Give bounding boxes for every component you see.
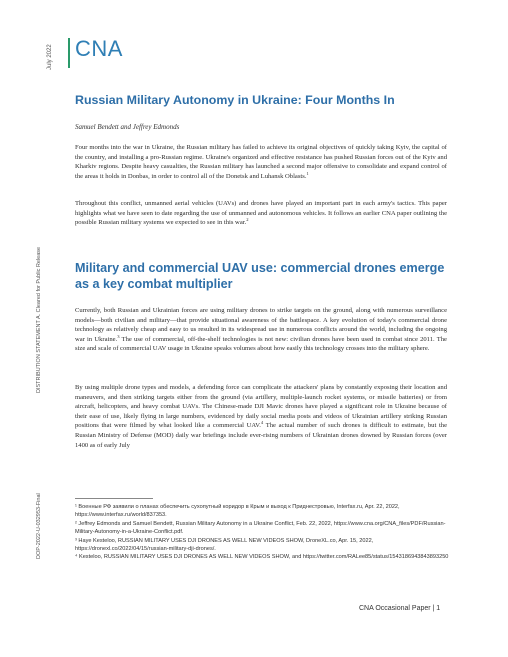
paragraph-intro: Four months into the war in Ukraine, the Russian military has failed to achieve its original objectives of quickly taking Kyiv, the capital of the country, and installing a pro-Russian regime. Ukraine's organized and effective resistance has pushed Russian forces out of the Kyiv and Kharkiv regions. Despite heavy casualties, the Russian military has launched a second major offensive to consolidate and expand control of the areas it holds in Donbas, in order to control all of the Donetsk and Luhansk Oblasts.$^1$ (75, 144, 447, 180)
authors: Samuel Bendett and Jeffrey Edmonds (75, 123, 180, 131)
footnotes (75, 503, 455, 562)
footnote-divider (75, 498, 153, 499)
footnote-3: ³ Haye Kesteloo, RUSSIAN MILITARY USES DJI DRONES AS WELL NEW VIDEOS SHOW, DroneXL.co, Apr. 15, 2022, https://dronexl.co/2022/04/15/russian-military-dji-drones/. (75, 537, 374, 553)
cna-logo: CNA (75, 36, 123, 61)
footnote-2: ² Jeffrey Edmonds and Samuel Bendett, Russian Military Autonomy in a Ukraine Conflict, Feb. 22, 2022, https://www.cna.org/CNA_files/PDF/Russian-Military-Autonomy-in-a-Ukraine-Conflict.pdf. (75, 520, 446, 536)
page-footer: CNA Occasional Paper | 1 (359, 605, 441, 612)
footnote-1: ¹ Военные РФ заявили о планах обеспечить сухопутный коридор в Крым и выход к Приднестровью, Interfax.ru, Apr. 22, 2022, https://www.interfax.ru/world/837353. (75, 504, 400, 519)
footnote-4: ⁴ Kesteloo, RUSSIAN MILITARY USES DJI DRONES AS WELL NEW VIDEOS SHOW, and https://twitter.com/RALee85/status/1543186943843893250 (75, 554, 449, 561)
paragraph-uav-use: Currently, both Russian and Ukrainian forces are using military drones to strike targets on the ground, along with numerous surveillance models—both civilian and military—that provide situational awareness of the battlespace. A key evolution of today's commercial drone technology as relatively cheap and easy to us resulted in its widespread use in numerous conflicts around the world, including the ongoing war in Ukraine.$^3$ The use of commercial, off-the-shelf technologies is not new: civilian drones have been used in combat since 2011. The size and scale of commercial UAV usage in Ukraine speaks volumes about how easily this technology crosses into the military sphere. (75, 307, 447, 353)
distribution-statement: DISTRIBUTION STATEMENT A. Cleared for Public Release (36, 246, 42, 393)
page-title: Russian Military Autonomy in Ukraine: Four Months In (75, 93, 395, 107)
section-heading: Military and commercial UAV use: commercial drones emerge as a key combat multiplier (75, 261, 445, 291)
paragraph-drone-types: By using multiple drone types and models, a defending force can complicate the attackers' plans by constantly exposing their location and maneuvers, and then striking targets either from the ground (via artillery, multiple-launch rocket systems, or missile batteries) or from aircraft, helicopters, and heavy combat UAVs. The Chinese-made DJI Mavic drones have played a significant role in Ukraine because of their ease of use, likely flying in large numbers, evidenced by daily social media posts and videos of Ukrainian artillery striking Russian positions that were filmed by what looked like a commercial UAV.$^4$ The actual number of such drones is difficult to estimate, but the Russian Ministry of Defense (MOD) daily war briefings include ever-rising numbers of Ukrainian drones downed by Russian forces (over 1400 as of early July (75, 384, 448, 449)
logo-accent-bar (68, 38, 70, 68)
sidebar-date: July 2022 (47, 44, 53, 70)
paragraph-context: Throughout this conflict, unmanned aerial vehicles (UAVs) and drones have played an important part in each army's tactics. This paper highlights what we have seen to date regarding the use of unmanned and autonomous vehicles. It follows an earlier CNA paper outlining the possible Russian military systems we expected to see in this war.$^2$ (75, 200, 447, 227)
document-number: DOP-2022-U-032953-Final (36, 493, 42, 559)
